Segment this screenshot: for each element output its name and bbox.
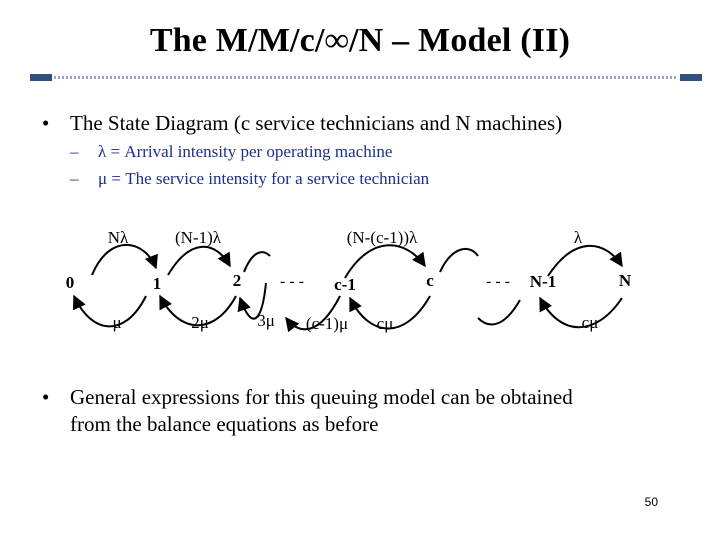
service-rate-label: μ xyxy=(112,313,122,332)
dash-marker: – xyxy=(70,142,79,161)
arrival-arc-nm1-n xyxy=(548,246,622,276)
arrival-rate-label: λ xyxy=(573,228,583,247)
state-c-1: c-1 xyxy=(334,275,356,294)
dash-marker: – xyxy=(70,169,79,188)
arrival-arc-c-partial xyxy=(440,249,478,272)
state-2: 2 xyxy=(232,271,242,290)
arrival-rate-label: (N-(c-1))λ xyxy=(346,228,418,247)
service-rate-label: 3μ xyxy=(257,311,275,330)
ellipsis-left: - - - xyxy=(280,273,304,290)
bullet-marker: • xyxy=(42,111,50,135)
service-rate-label: cμ xyxy=(376,314,394,333)
arrival-rate-label: Nλ xyxy=(107,228,129,247)
state-N: N xyxy=(618,271,632,290)
ellipsis-right: - - - xyxy=(486,273,510,290)
bullet-marker: • xyxy=(42,385,50,409)
service-rate-label: cμ xyxy=(581,313,599,332)
arrival-arc-1-2 xyxy=(168,247,230,275)
page-number: 50 xyxy=(644,495,658,509)
slide-title: The M/M/c/∞/N – Model (II) xyxy=(149,22,571,59)
service-arc-nm1-partial xyxy=(478,300,520,324)
arrival-rate-label: (N-1)λ xyxy=(174,228,222,247)
state-N-1: N-1 xyxy=(529,272,557,291)
state-0: 0 xyxy=(65,273,75,292)
arrival-arc-0-1 xyxy=(92,245,156,275)
bullet-text: from the balance equations as before xyxy=(70,412,379,436)
bullet-text: The State Diagram (c service technicians and N machines) xyxy=(70,111,563,135)
service-rate-label: 2μ xyxy=(191,313,209,332)
sub-bullet-text: μ = The service intensity for a service technician xyxy=(98,169,430,188)
service-arc-1-0 xyxy=(74,296,146,326)
arrival-arc-2-partial xyxy=(244,252,270,272)
sub-bullet-text: λ = Arrival intensity per operating machine xyxy=(98,142,393,161)
bullet-text: General expressions for this queuing model can be obtained xyxy=(70,385,573,409)
state-c: c xyxy=(426,271,434,290)
service-rate-label: (c-1)μ xyxy=(305,314,349,333)
arrival-arc-cm1-c xyxy=(345,245,425,278)
state-1: 1 xyxy=(152,274,162,293)
